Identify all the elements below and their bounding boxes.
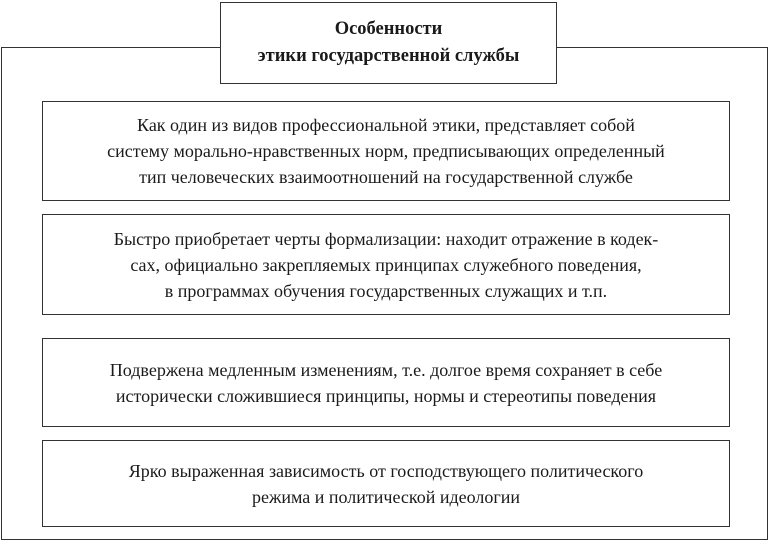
feature-box-slow-changes — [42, 338, 730, 427]
feature-box-professional-ethics — [42, 101, 730, 201]
feature-text-line: сах, официально закрепляемых принципах служебного поведения, — [130, 254, 642, 275]
feature-text-line: Подвержена медленным изменениям, т.е. долгое время сохраняет в себе — [109, 359, 663, 380]
feature-text-line: исторически сложившиеся принципы, нормы и стереотипы поведения — [115, 385, 657, 406]
feature-text-line: тип человеческих взаимоотношений на государственной службе — [139, 167, 633, 187]
feature-text-line: режима и политической идеологии — [251, 486, 521, 507]
title-line-2: этики государственной службы — [257, 46, 520, 66]
title-line-1: Особенности — [334, 19, 443, 39]
feature-text-line: систему морально-нравственных норм, предписывающих определенный — [107, 141, 665, 161]
feature-text-line: в программах обучения государственных служащих и т.п. — [164, 280, 608, 301]
feature-text-line: Быстро приобретает черты формализации: находит отражение в кодек- — [113, 228, 659, 249]
feature-box-political-dependence — [42, 440, 730, 527]
feature-text-line: Ярко выраженная зависимость от господствующего политического — [128, 460, 644, 481]
feature-box-formalization — [42, 214, 730, 315]
diagram-title — [220, 2, 557, 84]
feature-text-line: Как один из видов профессиональной этики, представляет собой — [137, 115, 635, 135]
